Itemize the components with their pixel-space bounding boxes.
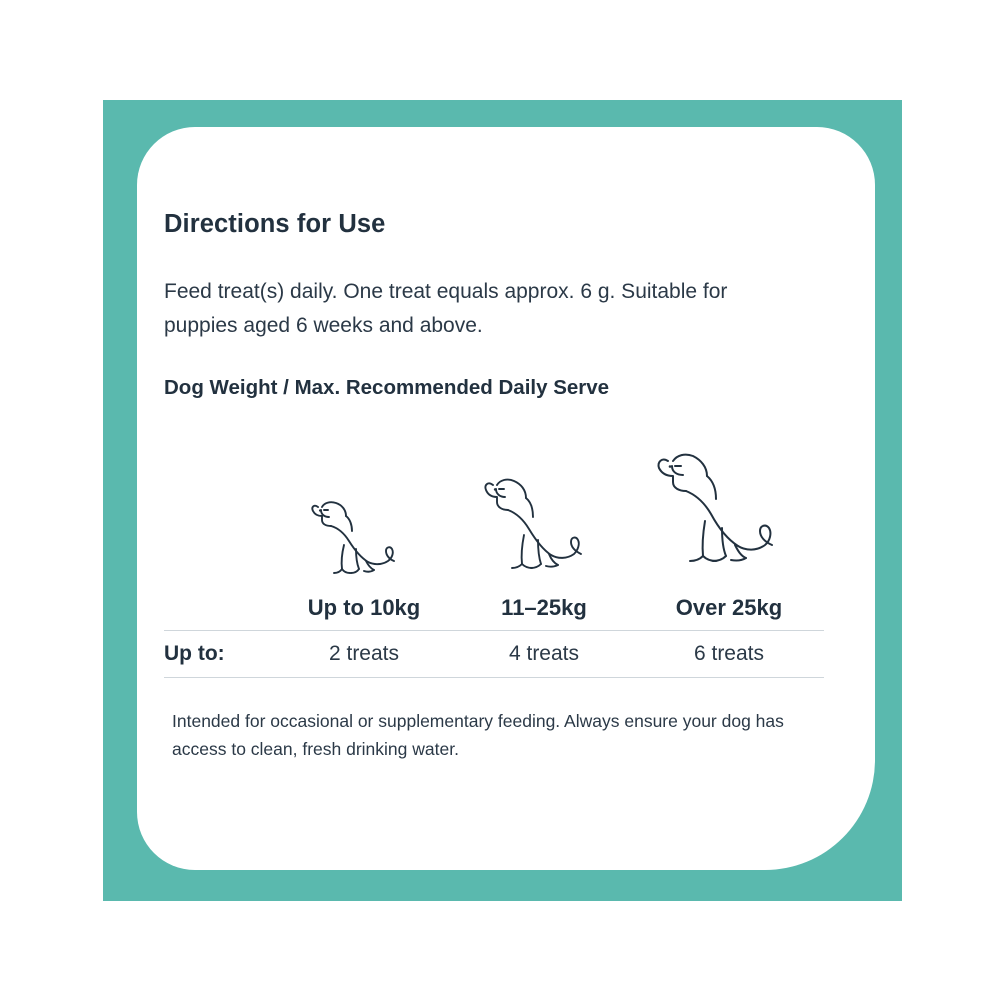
- dog-sitting-small-icon: [274, 443, 454, 593]
- serve-value-small: 2 treats: [328, 642, 400, 666]
- column-header-weight-medium: 11–25kg: [501, 595, 587, 621]
- feeding-table: [164, 595, 824, 678]
- dog-illustrations-row: [164, 418, 824, 593]
- column-header-weight-small: Up to 10kg: [307, 595, 421, 621]
- column-header-weight-large: Over 25kg: [675, 595, 783, 621]
- footnote-text: Intended for occasional or supplementary feeding. Always ensure your dog has access to clean, fresh drinking water.: [172, 711, 784, 759]
- page-title: Directions for Use: [164, 210, 386, 238]
- dog-column-large: [634, 443, 824, 593]
- dog-column-medium: [454, 443, 634, 593]
- table-header-row: [164, 595, 824, 630]
- card-content: [164, 210, 844, 763]
- dog-sitting-medium-icon: [454, 443, 634, 593]
- dog-sitting-large-icon: [634, 443, 824, 593]
- serve-value-large: 6 treats: [693, 642, 765, 666]
- dog-column-small: [274, 443, 454, 593]
- row-label-up-to: Up to:: [164, 642, 225, 666]
- section-subtitle: Dog Weight / Max. Recommended Daily Serve: [164, 376, 610, 400]
- table-row: [164, 630, 824, 678]
- serve-value-medium: 4 treats: [508, 642, 580, 666]
- intro-text: Feed treat(s) daily. One treat equals approx. 6 g. Suitable for puppies aged 6 weeks and above.: [164, 280, 728, 338]
